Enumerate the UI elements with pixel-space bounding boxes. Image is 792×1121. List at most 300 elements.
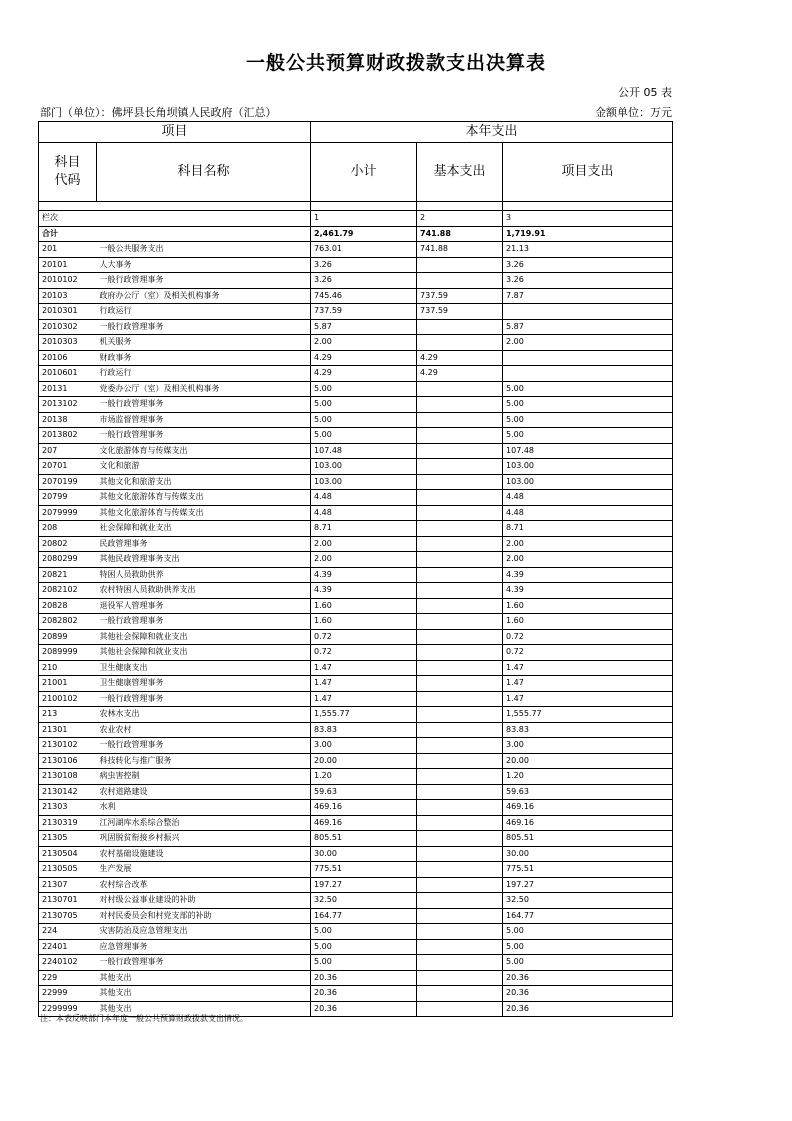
cell-code: 2130142	[39, 784, 97, 800]
cell-project: 32.50	[503, 893, 673, 909]
cell-project: 20.36	[503, 1001, 673, 1017]
cell-code: 20802	[39, 536, 97, 552]
table-row	[39, 815, 673, 831]
cell-subtotal: 1.47	[311, 691, 417, 707]
cell-basic	[417, 412, 503, 428]
cell-project: 20.36	[503, 986, 673, 1002]
cell-basic	[417, 800, 503, 816]
cell-name: 一般行政管理事务	[97, 273, 311, 289]
unit-label: 金额单位：万元	[595, 106, 672, 119]
cell-subtotal: 20.36	[311, 970, 417, 986]
header-name: 科目名称	[97, 143, 311, 202]
table-row	[39, 691, 673, 707]
cell-code: 20101	[39, 257, 97, 273]
cell-code: 2010102	[39, 273, 97, 289]
cell-name: 其他社会保障和就业支出	[97, 645, 311, 661]
table-row	[39, 350, 673, 366]
cell-basic	[417, 784, 503, 800]
cell-basic	[417, 676, 503, 692]
cell-code: 208	[39, 521, 97, 537]
cell-subtotal: 5.00	[311, 924, 417, 940]
cell-name: 其他社会保障和就业支出	[97, 629, 311, 645]
total-subtotal: 2,461.79	[311, 226, 417, 242]
cell-name: 一般公共服务支出	[97, 242, 311, 258]
table-row	[39, 924, 673, 940]
cell-name: 一般行政管理事务	[97, 614, 311, 630]
cell-project: 2.00	[503, 335, 673, 351]
cell-basic	[417, 722, 503, 738]
table-row	[39, 474, 673, 490]
cell-basic	[417, 862, 503, 878]
cell-project: 7.87	[503, 288, 673, 304]
cell-code: 20821	[39, 567, 97, 583]
cell-subtotal: 775.51	[311, 862, 417, 878]
department-label: 部门（单位）：佛坪县长角坝镇人民政府（汇总）	[40, 106, 277, 119]
line-c3: 3	[503, 211, 673, 227]
cell-code: 20799	[39, 490, 97, 506]
cell-project	[503, 304, 673, 320]
cell-code: 20131	[39, 381, 97, 397]
cell-code: 21307	[39, 877, 97, 893]
expenditure-table	[38, 121, 673, 1017]
table-row	[39, 893, 673, 909]
line-c1: 1	[311, 211, 417, 227]
cell-code: 2130701	[39, 893, 97, 909]
cell-project: 20.00	[503, 753, 673, 769]
spacer-row	[39, 202, 673, 211]
cell-name: 其他民政管理事务支出	[97, 552, 311, 568]
cell-basic: 4.29	[417, 366, 503, 382]
cell-basic	[417, 536, 503, 552]
table-row	[39, 505, 673, 521]
table-row	[39, 660, 673, 676]
cell-basic	[417, 459, 503, 475]
cell-name: 市场监督管理事务	[97, 412, 311, 428]
cell-project: 469.16	[503, 800, 673, 816]
cell-name: 生产发展	[97, 862, 311, 878]
table-row	[39, 319, 673, 335]
cell-project: 107.48	[503, 443, 673, 459]
cell-code: 2100102	[39, 691, 97, 707]
cell-code: 21303	[39, 800, 97, 816]
cell-subtotal: 1.47	[311, 660, 417, 676]
cell-code: 2010301	[39, 304, 97, 320]
cell-project: 5.00	[503, 924, 673, 940]
cell-code: 20701	[39, 459, 97, 475]
cell-basic	[417, 908, 503, 924]
cell-code: 2299999	[39, 1001, 97, 1017]
cell-project: 1,555.77	[503, 707, 673, 723]
cell-project: 30.00	[503, 846, 673, 862]
table-row	[39, 459, 673, 475]
cell-project: 5.00	[503, 397, 673, 413]
cell-project: 1.47	[503, 676, 673, 692]
cell-subtotal: 2.00	[311, 536, 417, 552]
table-row	[39, 784, 673, 800]
cell-name: 党委办公厅（室）及相关机构事务	[97, 381, 311, 397]
cell-code: 2130504	[39, 846, 97, 862]
cell-code: 2010302	[39, 319, 97, 335]
table-row	[39, 567, 673, 583]
cell-name: 一般行政管理事务	[97, 955, 311, 971]
cell-basic	[417, 505, 503, 521]
cell-basic	[417, 629, 503, 645]
cell-subtotal: 4.39	[311, 567, 417, 583]
cell-code: 20103	[39, 288, 97, 304]
cell-subtotal: 5.87	[311, 319, 417, 335]
cell-project: 164.77	[503, 908, 673, 924]
cell-name: 其他文化旅游体育与传媒支出	[97, 490, 311, 506]
cell-name: 灾害防治及应急管理支出	[97, 924, 311, 940]
table-row	[39, 738, 673, 754]
cell-code: 2130705	[39, 908, 97, 924]
cell-name: 其他支出	[97, 986, 311, 1002]
cell-basic	[417, 474, 503, 490]
cell-name: 一般行政管理事务	[97, 428, 311, 444]
cell-project: 8.71	[503, 521, 673, 537]
cell-code: 2130102	[39, 738, 97, 754]
table-row	[39, 722, 673, 738]
cell-subtotal: 0.72	[311, 645, 417, 661]
cell-name: 农林水支出	[97, 707, 311, 723]
cell-code: 2130106	[39, 753, 97, 769]
cell-basic: 737.59	[417, 304, 503, 320]
cell-name: 病虫害控制	[97, 769, 311, 785]
cell-name: 其他支出	[97, 1001, 311, 1017]
cell-project: 5.00	[503, 428, 673, 444]
cell-code: 21301	[39, 722, 97, 738]
cell-project: 4.48	[503, 505, 673, 521]
cell-subtotal: 745.46	[311, 288, 417, 304]
cell-subtotal: 0.72	[311, 629, 417, 645]
cell-project: 103.00	[503, 474, 673, 490]
cell-project: 5.87	[503, 319, 673, 335]
cell-subtotal: 103.00	[311, 459, 417, 475]
cell-code: 20899	[39, 629, 97, 645]
cell-name: 一般行政管理事务	[97, 397, 311, 413]
cell-name: 文化和旅游	[97, 459, 311, 475]
cell-project: 1.60	[503, 614, 673, 630]
header-item: 项目	[39, 122, 311, 143]
cell-project: 5.00	[503, 939, 673, 955]
cell-basic	[417, 815, 503, 831]
cell-basic	[417, 552, 503, 568]
cell-name: 江河湖库水系综合整治	[97, 815, 311, 831]
cell-code: 21305	[39, 831, 97, 847]
cell-basic	[417, 335, 503, 351]
cell-basic	[417, 939, 503, 955]
cell-basic	[417, 273, 503, 289]
cell-basic: 741.88	[417, 242, 503, 258]
line-number-row	[39, 211, 673, 227]
cell-name: 特困人员救助供养	[97, 567, 311, 583]
cell-project: 4.39	[503, 583, 673, 599]
cell-subtotal: 8.71	[311, 521, 417, 537]
cell-name: 对村级公益事业建设的补助	[97, 893, 311, 909]
cell-name: 其他文化和旅游支出	[97, 474, 311, 490]
cell-code: 2240102	[39, 955, 97, 971]
table-row	[39, 629, 673, 645]
cell-name: 应急管理事务	[97, 939, 311, 955]
header-code: 科目 代码	[39, 143, 97, 202]
cell-subtotal: 4.29	[311, 366, 417, 382]
cell-subtotal: 4.29	[311, 350, 417, 366]
table-row	[39, 862, 673, 878]
line-label: 栏次	[39, 211, 311, 227]
cell-subtotal: 4.48	[311, 505, 417, 521]
header-row-1	[39, 122, 673, 143]
cell-subtotal: 4.48	[311, 490, 417, 506]
table-row	[39, 521, 673, 537]
cell-subtotal: 1.60	[311, 614, 417, 630]
cell-code: 2130319	[39, 815, 97, 831]
cell-name: 卫生健康支出	[97, 660, 311, 676]
cell-code: 22401	[39, 939, 97, 955]
cell-name: 农村综合改革	[97, 877, 311, 893]
cell-project: 2.00	[503, 536, 673, 552]
table-row	[39, 598, 673, 614]
cell-code: 2070199	[39, 474, 97, 490]
cell-basic	[417, 877, 503, 893]
cell-subtotal: 5.00	[311, 939, 417, 955]
table-code: 公开 05 表	[618, 86, 672, 99]
cell-subtotal: 20.00	[311, 753, 417, 769]
cell-subtotal: 763.01	[311, 242, 417, 258]
table-row	[39, 800, 673, 816]
cell-subtotal: 2.00	[311, 335, 417, 351]
cell-name: 民政管理事务	[97, 536, 311, 552]
cell-subtotal: 3.00	[311, 738, 417, 754]
cell-project: 3.26	[503, 257, 673, 273]
cell-subtotal: 3.26	[311, 257, 417, 273]
cell-subtotal: 20.36	[311, 1001, 417, 1017]
cell-name: 社会保障和就业支出	[97, 521, 311, 537]
cell-project: 805.51	[503, 831, 673, 847]
cell-project: 3.26	[503, 273, 673, 289]
cell-basic	[417, 521, 503, 537]
cell-basic	[417, 397, 503, 413]
cell-subtotal: 4.39	[311, 583, 417, 599]
cell-name: 行政运行	[97, 304, 311, 320]
cell-project: 4.48	[503, 490, 673, 506]
cell-name: 水利	[97, 800, 311, 816]
cell-name: 人大事务	[97, 257, 311, 273]
cell-code: 213	[39, 707, 97, 723]
cell-subtotal: 469.16	[311, 800, 417, 816]
page-title: 一般公共预算财政拨款支出决算表	[245, 52, 546, 74]
cell-code: 2082102	[39, 583, 97, 599]
table-row	[39, 986, 673, 1002]
cell-name: 一般行政管理事务	[97, 691, 311, 707]
cell-project: 1.47	[503, 691, 673, 707]
cell-subtotal: 1.60	[311, 598, 417, 614]
table-row	[39, 412, 673, 428]
cell-subtotal: 737.59	[311, 304, 417, 320]
table-row	[39, 536, 673, 552]
cell-project	[503, 350, 673, 366]
cell-subtotal: 5.00	[311, 955, 417, 971]
cell-subtotal: 32.50	[311, 893, 417, 909]
cell-basic: 4.29	[417, 350, 503, 366]
header-basic: 基本支出	[417, 143, 503, 202]
cell-code: 229	[39, 970, 97, 986]
cell-basic	[417, 645, 503, 661]
table-row	[39, 955, 673, 971]
cell-name: 农业农村	[97, 722, 311, 738]
cell-code: 210	[39, 660, 97, 676]
cell-basic	[417, 660, 503, 676]
cell-project: 0.72	[503, 629, 673, 645]
cell-project: 469.16	[503, 815, 673, 831]
cell-name: 卫生健康管理事务	[97, 676, 311, 692]
table-row	[39, 583, 673, 599]
cell-subtotal: 1.20	[311, 769, 417, 785]
cell-basic	[417, 691, 503, 707]
cell-basic	[417, 738, 503, 754]
cell-subtotal: 164.77	[311, 908, 417, 924]
table-row	[39, 381, 673, 397]
cell-code: 21001	[39, 676, 97, 692]
cell-code: 2082802	[39, 614, 97, 630]
cell-basic	[417, 567, 503, 583]
cell-code: 2079999	[39, 505, 97, 521]
total-project: 1,719.91	[503, 226, 673, 242]
header-current-year: 本年支出	[311, 122, 673, 143]
cell-code: 2010601	[39, 366, 97, 382]
cell-subtotal: 197.27	[311, 877, 417, 893]
line-c2: 2	[417, 211, 503, 227]
cell-name: 机关服务	[97, 335, 311, 351]
cell-subtotal: 5.00	[311, 381, 417, 397]
table-row	[39, 939, 673, 955]
cell-subtotal: 5.00	[311, 428, 417, 444]
cell-name: 对村民委员会和村党支部的补助	[97, 908, 311, 924]
cell-project: 3.00	[503, 738, 673, 754]
table-row	[39, 428, 673, 444]
cell-code: 207	[39, 443, 97, 459]
cell-project: 197.27	[503, 877, 673, 893]
cell-name: 一般行政管理事务	[97, 319, 311, 335]
cell-name: 巩固脱贫衔接乡村振兴	[97, 831, 311, 847]
cell-subtotal: 30.00	[311, 846, 417, 862]
cell-name: 政府办公厅（室）及相关机构事务	[97, 288, 311, 304]
cell-name: 其他文化旅游体育与传媒支出	[97, 505, 311, 521]
cell-subtotal: 2.00	[311, 552, 417, 568]
cell-project: 5.00	[503, 412, 673, 428]
table-row	[39, 769, 673, 785]
cell-code: 2089999	[39, 645, 97, 661]
cell-subtotal: 5.00	[311, 397, 417, 413]
cell-basic	[417, 614, 503, 630]
cell-name: 农村特困人员救助供养支出	[97, 583, 311, 599]
footnote: 注：本表反映部门本年度一般公共预算财政拨款支出情况。	[40, 1014, 248, 1023]
cell-project: 83.83	[503, 722, 673, 738]
cell-code: 20138	[39, 412, 97, 428]
table-row	[39, 242, 673, 258]
cell-subtotal: 1.47	[311, 676, 417, 692]
cell-project: 103.00	[503, 459, 673, 475]
cell-name: 财政事务	[97, 350, 311, 366]
table-row	[39, 614, 673, 630]
cell-basic	[417, 443, 503, 459]
cell-basic	[417, 970, 503, 986]
cell-basic	[417, 583, 503, 599]
cell-project: 0.72	[503, 645, 673, 661]
cell-project: 2.00	[503, 552, 673, 568]
header-project: 项目支出	[503, 143, 673, 202]
cell-basic	[417, 769, 503, 785]
cell-name: 文化旅游体育与传媒支出	[97, 443, 311, 459]
table-row	[39, 831, 673, 847]
header-row-2	[39, 143, 673, 202]
table-row	[39, 288, 673, 304]
cell-subtotal: 805.51	[311, 831, 417, 847]
cell-name: 科技转化与推广服务	[97, 753, 311, 769]
cell-code: 201	[39, 242, 97, 258]
cell-project: 5.00	[503, 381, 673, 397]
table-row	[39, 676, 673, 692]
cell-basic	[417, 428, 503, 444]
cell-project: 59.63	[503, 784, 673, 800]
cell-code: 20828	[39, 598, 97, 614]
table-row	[39, 335, 673, 351]
cell-subtotal: 83.83	[311, 722, 417, 738]
total-label: 合计	[39, 226, 311, 242]
cell-basic	[417, 924, 503, 940]
table-row	[39, 443, 673, 459]
cell-project: 21.13	[503, 242, 673, 258]
cell-name: 农村基础设施建设	[97, 846, 311, 862]
table-row	[39, 257, 673, 273]
table-row	[39, 645, 673, 661]
total-row	[39, 226, 673, 242]
table-row	[39, 397, 673, 413]
cell-project: 775.51	[503, 862, 673, 878]
cell-code: 224	[39, 924, 97, 940]
cell-name: 农村道路建设	[97, 784, 311, 800]
cell-subtotal: 1,555.77	[311, 707, 417, 723]
table-row	[39, 273, 673, 289]
cell-project: 5.00	[503, 955, 673, 971]
table-row	[39, 366, 673, 382]
cell-name: 其他支出	[97, 970, 311, 986]
table-row	[39, 877, 673, 893]
table-row	[39, 552, 673, 568]
cell-basic	[417, 846, 503, 862]
cell-project: 1.47	[503, 660, 673, 676]
cell-project: 20.36	[503, 970, 673, 986]
cell-basic	[417, 257, 503, 273]
cell-subtotal: 103.00	[311, 474, 417, 490]
cell-basic	[417, 707, 503, 723]
cell-code: 20106	[39, 350, 97, 366]
cell-code: 2080299	[39, 552, 97, 568]
table-row	[39, 908, 673, 924]
cell-name: 退役军人管理事务	[97, 598, 311, 614]
cell-basic	[417, 753, 503, 769]
cell-project	[503, 366, 673, 382]
cell-code: 2013802	[39, 428, 97, 444]
cell-basic	[417, 598, 503, 614]
cell-basic: 737.59	[417, 288, 503, 304]
cell-subtotal: 107.48	[311, 443, 417, 459]
cell-name: 行政运行	[97, 366, 311, 382]
cell-basic	[417, 893, 503, 909]
cell-subtotal: 5.00	[311, 412, 417, 428]
header-subtotal: 小计	[311, 143, 417, 202]
table-row	[39, 846, 673, 862]
cell-subtotal: 469.16	[311, 815, 417, 831]
